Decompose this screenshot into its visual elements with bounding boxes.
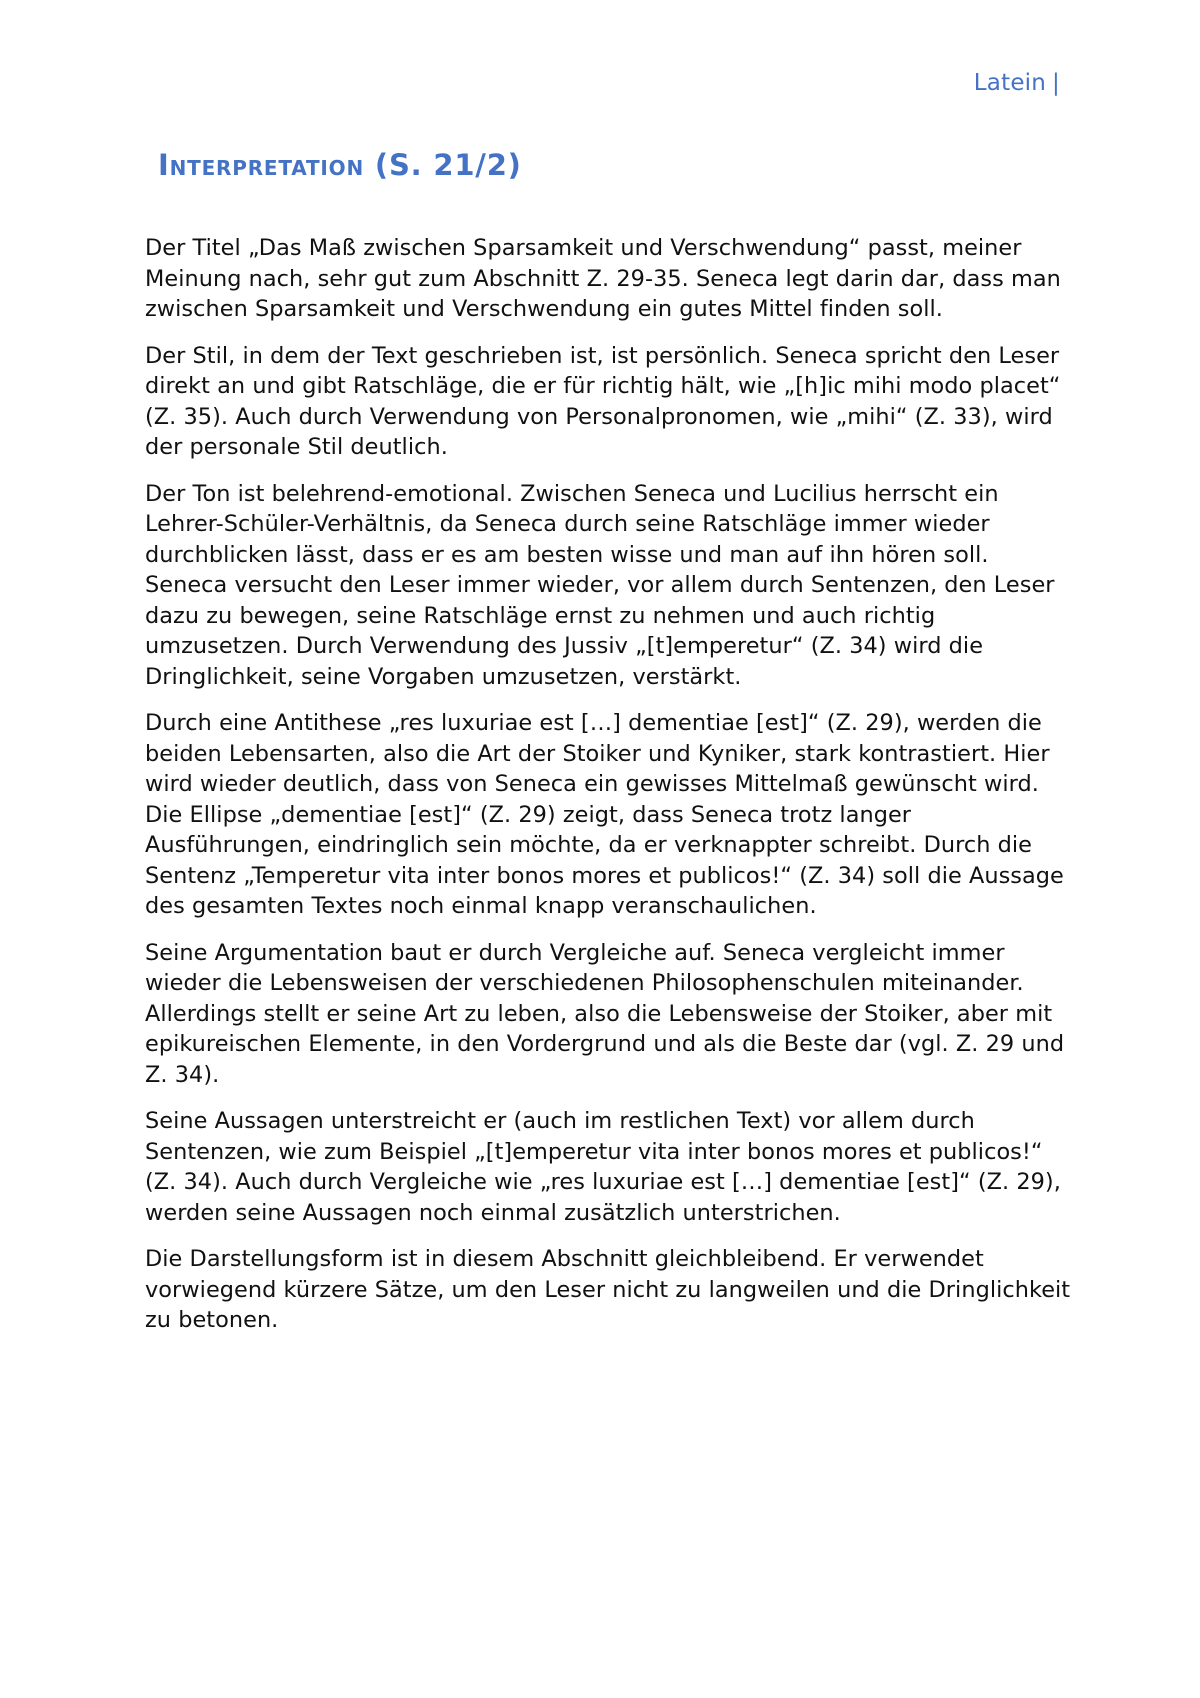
paragraph-style: Der Stil, in dem der Text geschrieben ist, ist persönlich. Seneca spricht den Leser direkt an und gibt Ratschläge, die er für richtig hält, wie „[h]ic mihi modo placet“ (Z. 35). Auch durch Verwendung von Personalpronomen, wie „mihi“ (Z. 33), wird der personale Stil deutlich. bbox=[145, 342, 1061, 460]
subject-label: Latein bbox=[973, 70, 1047, 96]
paragraph-antithesis: Durch eine Antithese „res luxuriae est […] dementiae [est]“ (Z. 29), werden die beiden Lebensarten, also die Art der Stoiker und Kyniker, stark kontrastiert. Hier wird wieder deutlich, dass von Seneca ein gewisses Mittelmaß gewünscht wird. Die Ellipse „dementiae [est]“ (Z. 29) zeigt, dass Seneca trotz langer Ausführungen, eindringlich sein möchte, da er verknappter schreibt. Durch die Sentenz „Temperetur vita inter bonos mores et publicos!“ (Z. 34) soll die Aussage des gesamten Textes noch einmal knapp veranschaulichen. bbox=[145, 710, 1064, 919]
page-header bbox=[974, 70, 1060, 96]
paragraph-argumentation: Seine Argumentation baut er durch Vergleiche auf. Seneca vergleicht immer wieder die Lebensweisen der verschiedenen Philosophenschulen miteinander. Allerdings stellt er seine Art zu leben, also die Lebensweise der Stoiker, aber mit epikureischen Elemente, in den Vordergrund und als die Beste dar (vgl. Z. 29 und Z. 34). bbox=[145, 939, 1065, 1088]
section-heading: Interpretation (S. 21/2) bbox=[158, 148, 522, 182]
paragraph-title: Der Titel „Das Maß zwischen Sparsamkeit und Verschwendung“ passt, meiner Meinung nach, sehr gut zum Abschnitt Z. 29-35. Seneca legt darin dar, dass man zwischen Sparsamkeit und Verschwendung ein gutes Mittel finden soll. bbox=[145, 235, 1061, 322]
document-body bbox=[145, 233, 1075, 1352]
header-separator: | bbox=[1052, 70, 1060, 96]
paragraph-tone: Der Ton ist belehrend-emotional. Zwischen Seneca und Lucilius herrscht ein Lehrer-Schüler-Verhältnis, da Seneca durch seine Ratschläge immer wieder durchblicken lässt, dass er es am besten wisse und man auf ihn hören soll. Seneca versucht den Leser immer wieder, vor allem durch Sentenzen, den Leser dazu zu bewegen, seine Ratschläge ernst zu nehmen und auch richtig umzusetzen. Durch Verwendung des Jussiv „[t]emperetur“ (Z. 34) wird die Dringlichkeit, seine Vorgaben umzusetzen, verstärkt. bbox=[145, 480, 1055, 690]
paragraph-statements: Seine Aussagen unterstreicht er (auch im restlichen Text) vor allem durch Sentenzen, wie zum Beispiel „[t]emperetur vita inter bonos mores et publicos!“ (Z. 34). Auch durch Vergleiche wie „res luxuriae est […] dementiae [est]“ (Z. 29), werden seine Aussagen noch einmal zusätzlich unterstrichen. bbox=[145, 1108, 1061, 1226]
paragraph-presentation: Die Darstellungsform ist in diesem Abschnitt gleichbleibend. Er verwendet vorwiegend kürzere Sätze, um den Leser nicht zu langweilen und die Dringlichkeit zu betonen. bbox=[145, 1246, 1071, 1333]
